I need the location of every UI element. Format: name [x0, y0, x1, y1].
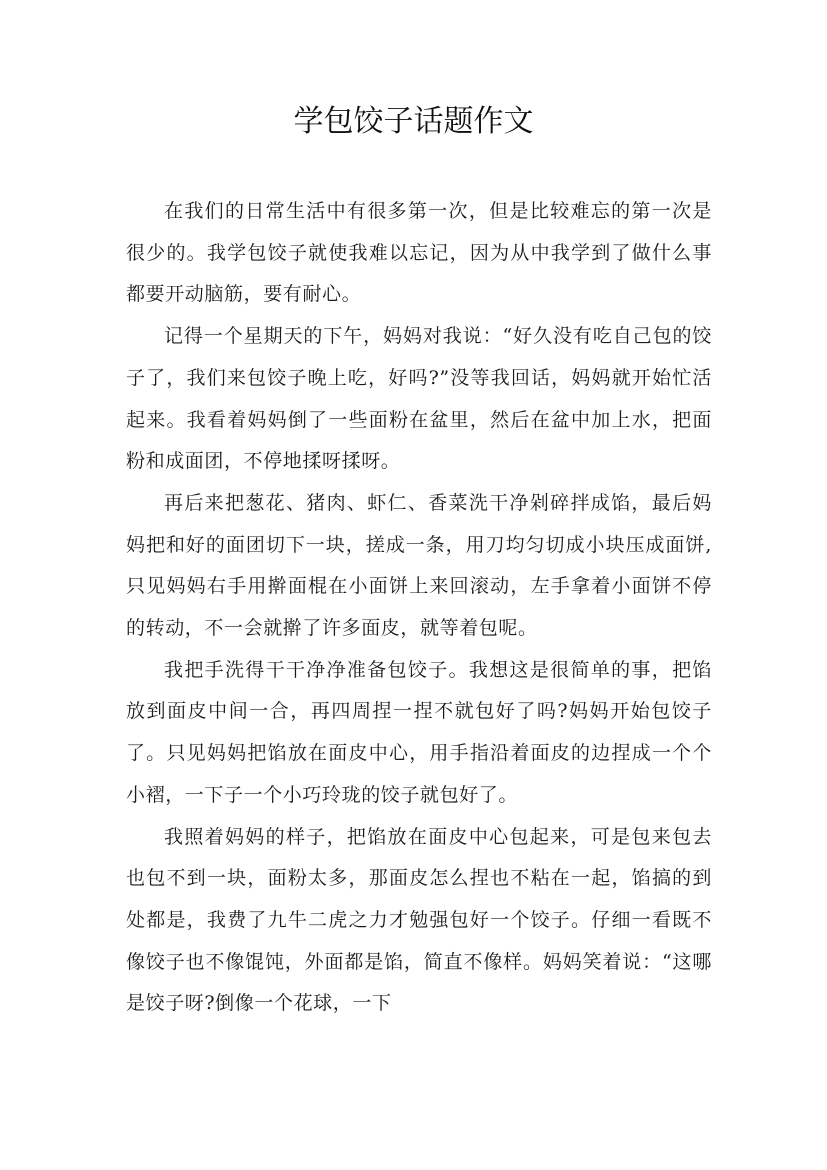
paragraph-3: 再后来把葱花、猪肉、虾仁、香菜洗干净剁碎拌成馅，最后妈妈把和好的面团切下一块，搓成一条，用刀均匀切成小块压成面饼,只见妈妈右手用擀面棍在小面饼上来回滚动，左手拿着小面饼不停的转动，不一会就擀了许多面皮，就等着包呢。: [126, 491, 712, 640]
document-body: [126, 191, 712, 1025]
paragraph-1: 在我们的日常生活中有很多第一次，但是比较难忘的第一次是很少的。我学包饺子就使我难以忘记，因为从中我学到了做什么事都要开动脑筋，要有耐心。: [126, 200, 712, 306]
paragraph-4: 我把手洗得干干净净准备包饺子。我想这是很简单的事，把馅放到面皮中间一合，再四周捏一捏不就包好了吗?妈妈开始包饺子了。只见妈妈把馅放在面皮中心，用手指沿着面皮的边捏成一个个小褶，一下子一个小巧玲珑的饺子就包好了。: [126, 658, 712, 806]
document-title: 学包饺子话题作文: [293, 104, 534, 139]
paragraph-5: 我照着妈妈的样子，把馅放在面皮中心包起来，可是包来包去也包不到一块，面粉太多，那面皮怎么捏也不粘在一起，馅搞的到处都是，我费了九牛二虎之力才勉强包好一个饺子。仔细一看既不像饺子也不像馄饨，外面都是馅，简直不像样。妈妈笑着说：“这哪是饺子呀?倒像一个花球，一下: [126, 825, 712, 1015]
paragraph-2: 记得一个星期天的下午，妈妈对我说：“好久没有吃自己包的饺子了，我们来包饺子晚上吃，好吗?”没等我回话，妈妈就开始忙活起来。我看着妈妈倒了一些面粉在盆里，然后在盆中加上水，把面粉和成面团，不停地揉呀揉呀。: [126, 325, 712, 473]
